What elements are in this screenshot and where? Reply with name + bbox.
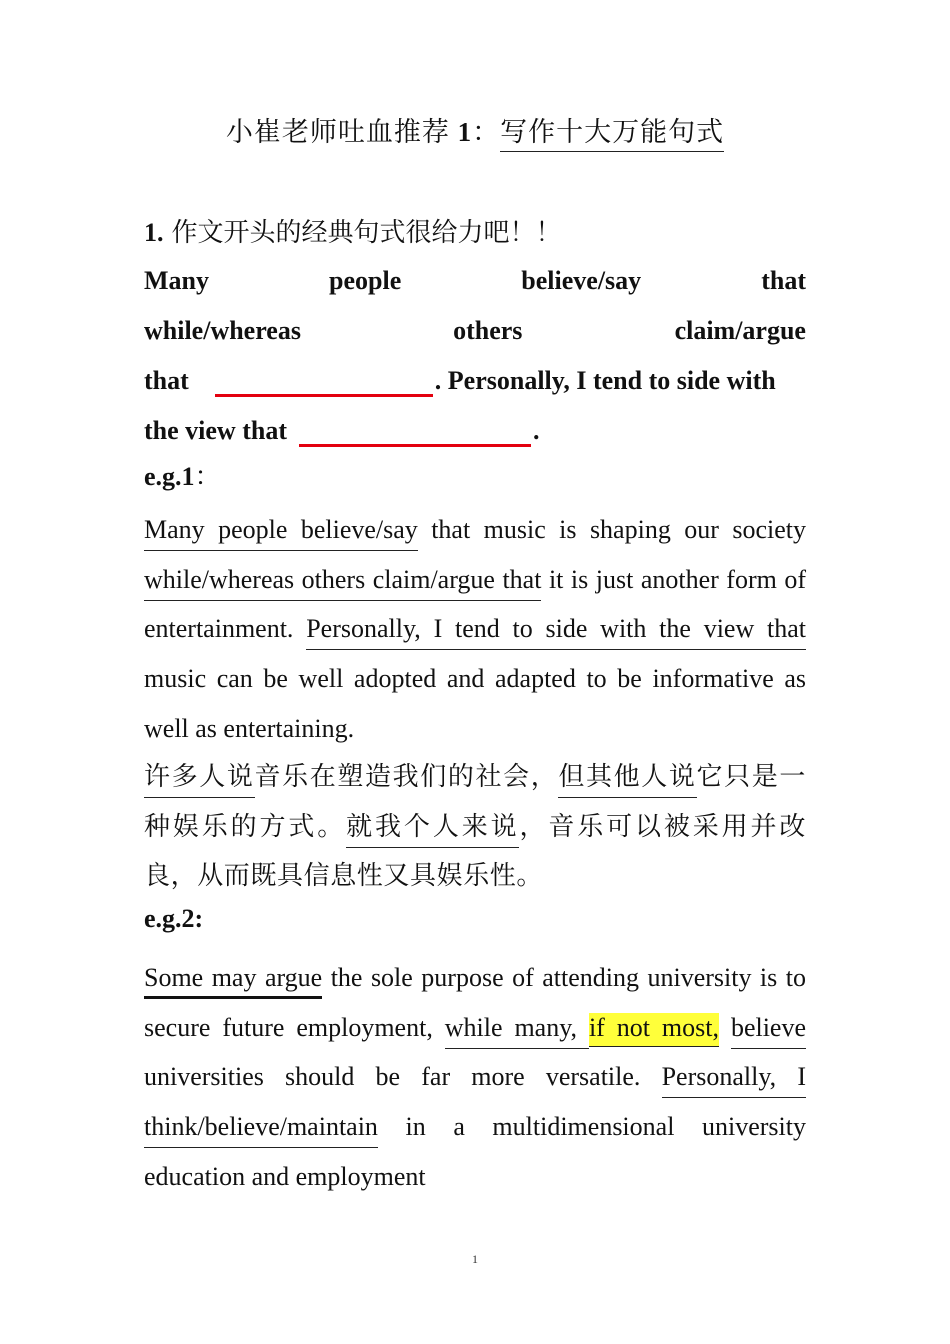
template-word: claim/argue: [674, 316, 806, 345]
page-number: 1: [472, 1252, 478, 1266]
body-text: 音乐在塑造我们的社会，: [254, 762, 559, 791]
title-colon: ：: [472, 117, 501, 147]
key-phrase: 许多人说: [144, 762, 255, 798]
template-line-1: [144, 256, 806, 306]
template-word: while/whereas: [144, 316, 301, 345]
template-word: believe/say: [521, 266, 642, 295]
body-text: it is just another form of entertainment.: [144, 564, 806, 644]
body-text: in a multidimensional university education and employment: [144, 1112, 806, 1191]
example-label-text: e.g.1: [144, 462, 195, 491]
template-line-4: [144, 406, 806, 456]
template-word: people: [329, 266, 402, 295]
fill-in-blank-2: [299, 418, 531, 447]
body-text: music can be well adopted and adapted to be informative as well as entertaining.: [144, 664, 806, 743]
key-phrase: Personally, I think/believe/maintain: [144, 1062, 806, 1148]
example-label-colon: ：: [194, 462, 221, 491]
body-text: that music is shaping our society: [417, 515, 806, 544]
title-prefix: 小崔老师吐血推荐: [225, 117, 458, 147]
key-phrase: while/whereas others claim/argue that: [144, 565, 541, 601]
template-word: others: [453, 316, 523, 345]
body-text: universities should be far more versatile.: [144, 1062, 662, 1092]
template-line-2: [144, 306, 806, 356]
chinese-translation: [144, 752, 806, 901]
body-text: the sole purpose of attending university is to secure future employment,: [144, 963, 806, 1042]
title-underlined: 写作十大万能句式: [500, 117, 724, 152]
body-text: 它只是一种娱乐的方式。: [144, 762, 806, 841]
section-number: 1.: [144, 218, 164, 247]
key-phrase: while many,: [445, 1013, 589, 1049]
fill-in-blank-1: [215, 368, 433, 397]
key-phrase: Some may argue: [144, 963, 322, 999]
template-word: that: [144, 366, 189, 395]
template-text: . Personally, I tend to side with: [434, 366, 776, 395]
key-phrase: Personally, I tend to side with the view that: [306, 614, 806, 650]
example-2-paragraph: [144, 953, 806, 1202]
template-word: Many: [144, 266, 209, 295]
example-1-label: [144, 456, 806, 493]
body-text: [719, 1013, 731, 1042]
section-heading-text: 作文开头的经典句式很给力吧！！: [171, 218, 562, 247]
body-text: ，音乐可以被采用并改良，从而既具信息性又具娱乐性。: [144, 811, 806, 891]
key-phrase: Many people believe/say: [144, 515, 418, 551]
key-phrase: believe: [731, 1013, 806, 1049]
template-period: .: [532, 416, 540, 445]
template-line-3: [144, 356, 806, 406]
page-title: [0, 110, 950, 149]
highlighted-phrase: if not most,: [589, 1013, 719, 1047]
template-word: that: [761, 266, 806, 295]
example-1-paragraph: [144, 505, 806, 754]
title-number: 1: [457, 117, 473, 147]
key-phrase: 但其他人说: [558, 762, 696, 798]
key-phrase: 就我个人来说: [346, 812, 519, 848]
sentence-template: [144, 256, 806, 456]
section-heading: [144, 212, 806, 249]
example-2-label: e.g.2:: [144, 904, 204, 933]
template-word: the view that: [144, 416, 287, 445]
